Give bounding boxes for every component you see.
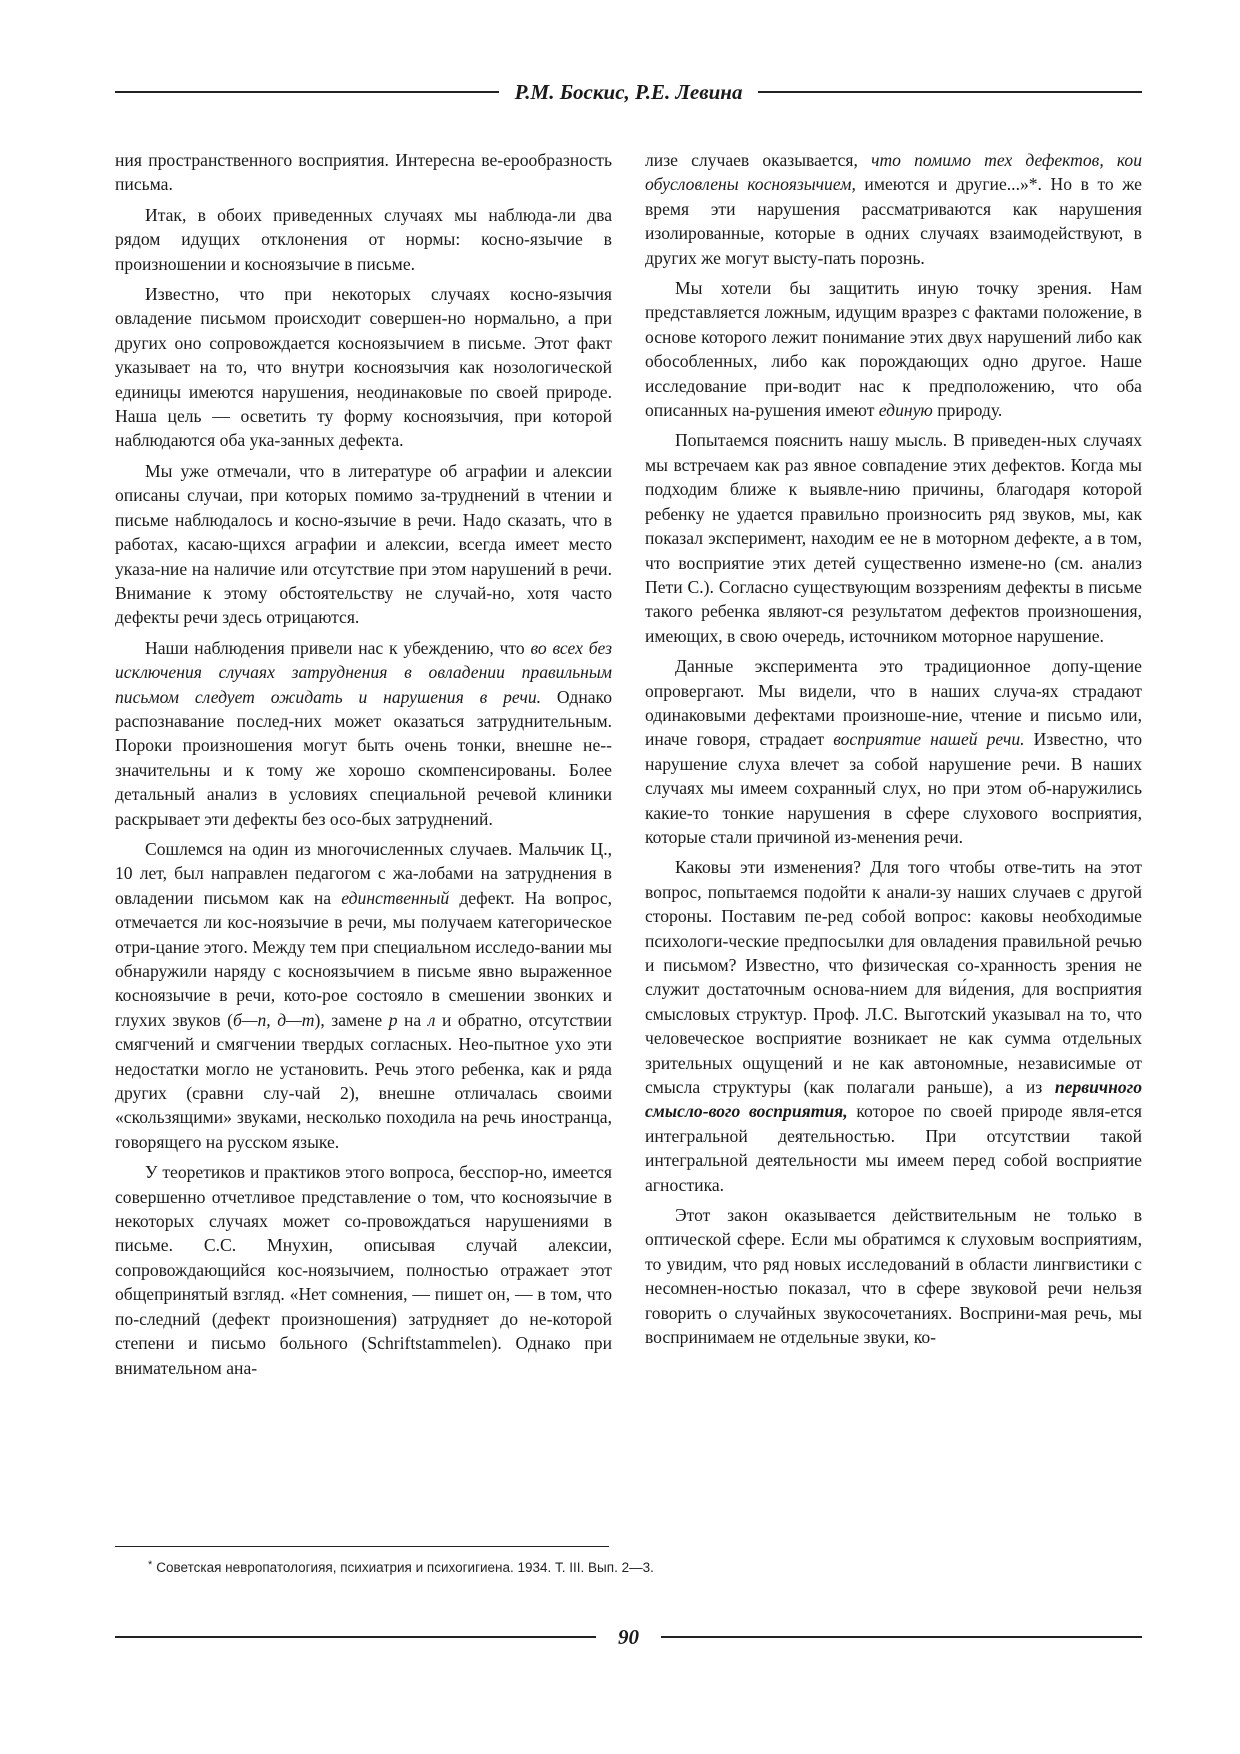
paragraph [645,148,1142,270]
header-rule-right [758,91,1142,93]
emphasis-text: единственный [341,887,450,908]
emphasis-text: л [427,1009,436,1030]
running-header [115,78,1142,106]
emphasis-text: р [388,1009,398,1030]
page-number: 90 [618,1624,639,1649]
page-footer [115,1622,1142,1652]
text-run: ), замене [314,1009,383,1030]
text-run: природу. [937,400,1003,421]
text-run: Мы хотели бы защитить иную точку зрения. Нам представляется ложным, идущим вразрез с фактами положение, в основе которого лежит понимание этих двух нарушений либо как обособленных, либо как порождающих одно другое. Наше исследование при-водит нас к предположению, что оба описанных на-рушения имеют [645,278,1142,421]
footer-rule-right [661,1636,1142,1638]
footnote-text: Советская невропатологияя, психиатрия и психогигиена. 1934. Т. III. Вып. 2—3. [156,1560,654,1575]
footnote-mark: * [148,1559,153,1571]
text-run: Каковы эти изменения? Для того чтобы отве-тить на этот вопрос, попытаемся подойти к анали-зу наших случаев с другой стороны. Поставим пе-ред собой вопрос: каковы необходимые психологи-ческие предпосылки для овладения правильной речью и письмом? Известно, что физическая со-хранность зрения не служит достаточным основа-нием для ви́дения, для восприятия смысловых структур. Проф. Л.С. Выготский указывал на то, что человеческое восприятие возникает не как сумма отдельных зрительных ощущений и не как автономные, независимые от смысла структуры (как полагали раньше), а из [645,857,1142,1098]
text-run: Наши наблюдения привели нас к убеждению, что [145,637,525,658]
footnote [148,1556,1048,1577]
text-run: имеются и другие...»*. Но в то же время эти нарушения рассматриваются как нарушения изолированные, которые в одних случаях взаимодействуют, в других же могут высту-пать порознь. [645,174,1142,268]
body-columns [115,148,1142,1514]
emphasis-text: во всех без исключения случаях затруднения в овладении правильным письмом следует ожидать и нарушения в речи. [115,637,612,707]
paragraph: У теоретиков и практиков этого вопроса, бесспор-но, имеется совершенно отчетливое представление о том, что косноязычие в некоторых случаях может со-провождаться нарушениями в письме. С.С. Мнухин, описывая случай алексии, сопровождающийся кос-ноязычием, полностью отражает этот общепринятый взгляд. «Нет сомнения, — пишет он, — в том, что по-следний (дефект произношения) затрудняет до не-которой степени и письмо больного (Schriftstammelen). Однако при внимательном ана- [115,1162,612,1378]
text-run: которое по своей природе явля-ется интегральной деятельностью. При отсутствии такой интегральной деятельности мы имеем перед собой восприятие агностика. [645,1101,1142,1195]
paragraph: Мы уже отмечали, что в литературе об аграфии и алексии описаны случаи, при которых помимо за-труднений в чтении и письме наблюдалось и косно-язычие в речи. Надо сказать, что в работах, касаю-щихся аграфии и алексии, всегда имеет место указа-ние на наличие или отсутствие при этом нарушений в речи. Внимание к этому обстоятельству не случай-но, хотя часто дефекты речи здесь отрицаются. [115,460,612,628]
emphasis-text: восприятие нашей речи. [833,729,1025,750]
running-title: Р.М. Боскис, Р.Е. Левина [514,79,743,104]
emphasis-text: единую [878,400,933,421]
bold-italic-text: первичного смысло-вого восприятия, [645,1077,1142,1122]
text-run: лизе случаев оказывается, [645,150,858,170]
text-run: Однако распознавание послед-них может оказаться затруднительным. Пороки произношения могут быть очень тонки, внешне не-значительны и к тому же хорошо скомпенсированы. Более детальный анализ в условиях специальной речевой клиники раскрывает эти дефекты без осо-бых затруднений. [115,686,612,829]
footnote-rule [115,1546,609,1547]
paragraph [645,855,1142,1197]
emphasis-text: что помимо тех дефектов, кои обусловлены косноязычием, [645,150,1142,195]
paragraph: Известно, что при некоторых случаях косно-язычия овладение письмом происходит совершен-но нормально, а при других оно сопровождается косноязычием в письме. Этот факт указывает на то, что внутри косноязычия как нозологической единицы имеются нарушения, неодинаковые по своей природе. Наша цель — осветить ту форму косноязычия, при которой наблюдаются оба ука-занных дефекта. [115,284,612,451]
text-run: и обратно, отсутствии смягчений и смягчении твердых согласных. Нео-пытное ухо эти недостатки могло не установить. Речь этого ребенка, как и ряда других (сравни слу-чай 2), внешне отличалась своими «скользящими» звуками, несколько походила на речь иностранца, говорящего на русском языке. [115,1009,612,1152]
paragraph [115,636,612,831]
paragraph: Этот закон оказывается действительным не только в оптической сфере. Если мы обратимся к слуховым восприятиям, то увидим, что ряд новых исследований в области лингвистики с несомнен-ностью показал, что в сфере звуковой речи нельзя говорить о случайных звукосочетаниях. Восприни-мая речь, мы воспринимаем не отдельные звуки, ко- [645,1205,1142,1348]
paragraph: ния пространственного восприятия. Интересна ве-ерообразность письма. [115,150,612,195]
paragraph [645,276,1142,422]
left-column [115,148,612,1514]
paragraph [115,837,612,1154]
emphasis-text: б—п, д—т [233,1009,315,1030]
header-rule-left [115,91,499,93]
text-run: Известно, что нарушение слуха влечет за собой нарушение речи. В наших случаях мы имеем сохранный слух, но при этом об-наружились какие-то тонкие нарушения в сфере слухового восприятия, которые стали причиной из-менения речи. [645,729,1142,847]
paragraph: Попытаемся пояснить нашу мысль. В приведен-ных случаях мы встречаем как раз явное совпадение этих дефектов. Когда мы подходим ближе к выявле-нию причины, благодаря которой ребенку не удается правильно произносить ряд звуков, мы, как показал эксперимент, находим ее не в моторном дефекте, а в том, что восприятие этих детей существенно измене-но (см. анализ Пети С.). Согласно существующим воззрениям дефекты в письме такого ребенка являют-ся результатом дефектов произношения, имеющих, в свою очередь, источником моторное нарушение. [645,430,1142,646]
right-column [645,148,1142,1514]
paragraph [645,654,1142,849]
footer-rule-left [115,1636,596,1638]
paragraph: Итак, в обоих приведенных случаях мы наблюда-ли два рядом идущих отклонения от нормы: косно-язычие в произношении и косноязычие в письме. [115,204,612,274]
text-run: Данные эксперимента это традиционное допу-щение опровергают. Мы видели, что в наших случа-ях страдают одинаковыми дефектами произноше-ние, чтение и письмо или, иначе говоря, страдает [645,656,1142,750]
text-run: Сошлемся на один из многочисленных случаев. Мальчик Ц., 10 лет, был направлен педагогом с жа-лобами на затруднения в овладении письмом как на [115,838,612,908]
text-run: на [404,1009,422,1030]
text-run: дефект. На вопрос, отмечается ли кос-ноязычие в речи, мы получаем категорическое отри-цание этого. Между тем при специальном исследо-вании мы обнаружили наряду с косноязычием в письме явно выраженное косноязычие в речи, кото-рое состояло в смешении звонких и глухих звуков ( [115,887,612,1030]
